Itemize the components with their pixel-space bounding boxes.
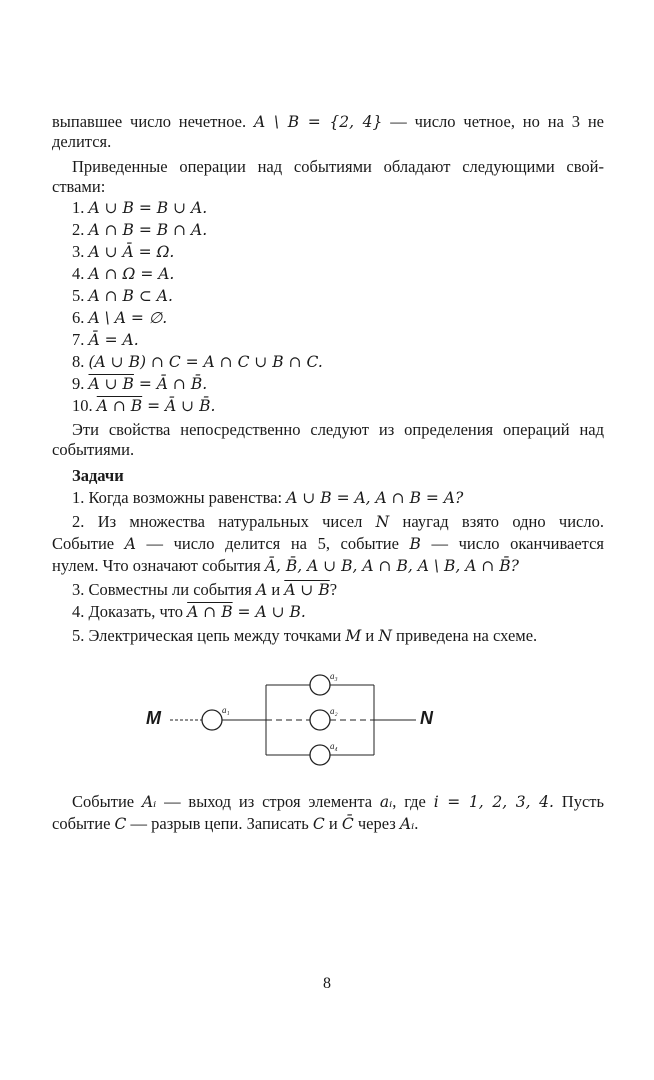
text: — число четное, но на 3 не <box>382 112 604 131</box>
element-a1 <box>202 710 222 730</box>
label-a3: a₃ <box>330 671 338 681</box>
property-item: 5. A ∩ B ⊂ A. <box>72 286 173 305</box>
paragraph-1-line-1 <box>52 112 604 132</box>
property-item: 8. (A ∪ B) ∩ C = A ∩ C ∪ B ∩ C. <box>72 352 323 371</box>
circuit-svg <box>140 670 450 770</box>
task-2-line-2: Событие A — число делится на 5, событие B — число оканчивается <box>52 534 604 553</box>
task-3: 3. Совместны ли события A и A ∪ B? <box>72 580 338 599</box>
task-1: 1. Когда возможны равенства: A ∪ B = A, A ∩ B = A? <box>72 488 464 507</box>
paragraph-1-line-2: делится. <box>52 132 112 151</box>
paragraph-4-line-1: Событие Aᵢ — выход из строя элемента aᵢ, где i = 1, 2, 3, 4. Пусть <box>72 792 605 811</box>
property-item: 10. A ∩ B = Ā ∪ B̄. <box>72 396 216 415</box>
task-2-line-1: 2. Из множества натуральных чисел N наугад взято одно число. <box>72 512 604 531</box>
label-a1: a₁ <box>222 705 230 715</box>
element-a3 <box>310 675 330 695</box>
page-number: 8 <box>323 975 331 992</box>
circuit-diagram <box>140 670 450 770</box>
task-2-line-3: нулем. Что означают события Ā, B̄, A ∪ B, A ∩ B, A \ B, A ∩ B̄? <box>52 556 519 575</box>
property-item: 7. Ā = A. <box>72 330 139 349</box>
math-expr: A \ B = {2, 4} <box>253 113 383 131</box>
paragraph-2-line-1: Приведенные операции над событиями обладают следующими свой- <box>72 157 604 176</box>
label-a4: a₄ <box>330 741 338 751</box>
paragraph-2-line-2: ствами: <box>52 177 106 196</box>
label-n: N <box>420 708 433 728</box>
property-item: 2. A ∩ B = B ∩ A. <box>72 220 208 239</box>
element-a4 <box>310 745 330 765</box>
property-item: 3. A ∪ Ā = Ω. <box>72 242 175 261</box>
paragraph-4-line-2: событие C — разрыв цепи. Записать C и C̄ через Aᵢ. <box>52 814 419 833</box>
paragraph-3-line-2: событиями. <box>52 440 135 459</box>
label-a2: a₂ <box>330 706 338 716</box>
task-5: 5. Электрическая цепь между точками M и N приведена на схеме. <box>72 626 538 645</box>
property-item: 9. A ∪ B = Ā ∩ B̄. <box>72 374 208 393</box>
label-m: M <box>146 708 161 728</box>
task-4: 4. Доказать, что A ∩ B = A ∪ B. <box>72 602 306 621</box>
text: выпавшее число нечетное. <box>52 112 254 131</box>
tasks-heading: Задачи <box>72 466 124 485</box>
property-item: 1. A ∪ B = B ∪ A. <box>72 198 208 217</box>
property-item: 6. A \ A = ∅. <box>72 308 168 327</box>
element-a2 <box>310 710 330 730</box>
paragraph-3-line-1: Эти свойства непосредственно следуют из определения операций над <box>72 420 604 439</box>
property-item: 4. A ∩ Ω = A. <box>72 264 175 283</box>
